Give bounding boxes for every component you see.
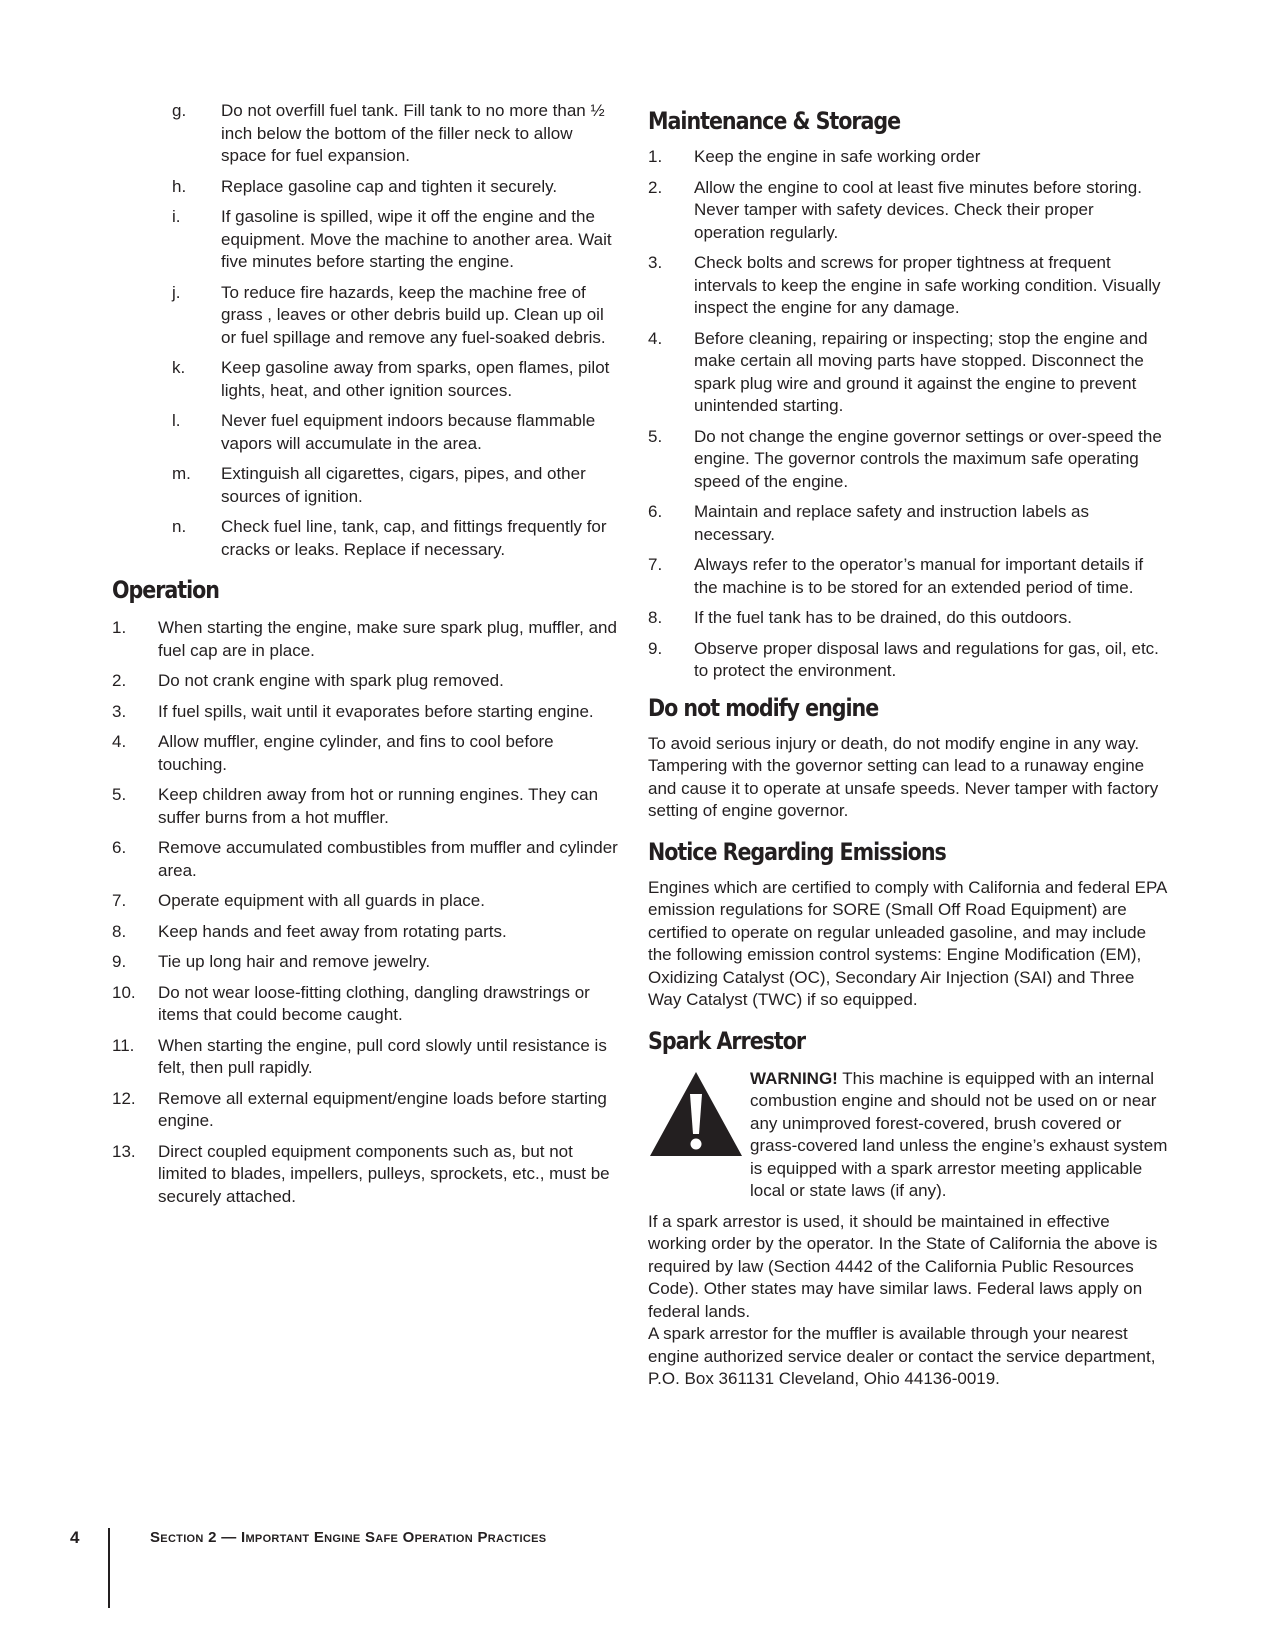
maintenance-list bbox=[648, 146, 1168, 683]
list-item bbox=[112, 784, 622, 829]
list-item-text: Allow muffler, engine cylinder, and fins to cool before touching. bbox=[158, 732, 554, 774]
list-marker: 3. bbox=[112, 701, 127, 721]
list-item-text: If the fuel tank has to be drained, do this outdoors. bbox=[694, 608, 1073, 627]
list-item bbox=[648, 177, 1168, 245]
operation-list bbox=[112, 617, 622, 1208]
list-item-text: When starting the engine, pull cord slowly until resistance is felt, then pull rapidly. bbox=[158, 1035, 607, 1077]
list-item-text: Maintain and replace safety and instruction labels as necessary. bbox=[694, 502, 1090, 544]
page-number: 4 bbox=[70, 1528, 80, 1547]
list-item bbox=[112, 617, 622, 662]
list-marker: 1. bbox=[112, 618, 127, 637]
list-item bbox=[112, 731, 622, 776]
warning-body: This machine is equipped with an internal combustion engine and should not be used on or near any unimproved forest-covered, brush covered or grass-covered land unless the engine’s exhaust system is equipped with a spark arrestor meeting applicable local or state laws (if any). bbox=[750, 1068, 1168, 1200]
list-item bbox=[112, 837, 622, 882]
list-item-text: Never fuel equipment indoors because flammable vapors will accumulate in the area. bbox=[221, 411, 596, 453]
list-marker: 13. bbox=[112, 1141, 136, 1161]
list-item bbox=[172, 206, 622, 274]
list-marker: 2. bbox=[112, 671, 127, 690]
fuel-safety-list bbox=[172, 100, 622, 561]
list-item bbox=[112, 701, 622, 724]
list-marker: 6. bbox=[112, 838, 127, 857]
left-column bbox=[112, 100, 622, 1216]
modify-engine-text: To avoid serious injury or death, do not modify engine in any way. Tampering with the governor setting can lead to a runaway engine and cause it to operate at unsafe speeds. Never tamper with factory setting of engine governor. bbox=[648, 733, 1159, 820]
list-item bbox=[648, 146, 1168, 169]
list-item bbox=[648, 426, 1168, 494]
list-item-text: If fuel spills, wait until it evaporates before starting engine. bbox=[158, 701, 594, 721]
list-item-text: Allow the engine to cool at least five minutes before storing. Never tamper with safety devices. Check their proper operation regularly. bbox=[694, 177, 1142, 242]
list-item bbox=[112, 982, 622, 1027]
list-item-text: Tie up long hair and remove jewelry. bbox=[158, 952, 431, 971]
list-marker: 5. bbox=[648, 426, 663, 446]
list-item-text: Operate equipment with all guards in place. bbox=[158, 891, 485, 910]
list-marker: n. bbox=[172, 517, 187, 536]
spark-arrestor-service-paragraph: A spark arrestor for the muffler is available through your nearest engine authorized service dealer or contact the service department, P.O. Box 361131 Cleveland, Ohio 44136-0019. bbox=[648, 1324, 1156, 1388]
list-item bbox=[648, 638, 1168, 683]
list-item bbox=[112, 1088, 622, 1133]
warning-label: WARNING! bbox=[750, 1068, 838, 1088]
list-item bbox=[648, 554, 1168, 599]
list-marker: 9. bbox=[112, 952, 127, 971]
emissions-text: Engines which are certified to comply with California and federal EPA emission regulations for SORE (Small Off Road Equipment) are certified to operate on regular unleaded gasoline, and may include the following emission control systems: Engine Modification (EM), Oxidizing Catalyst (OC), Secondary Air Injection (SAI) and Three Way Catalyst (TWC) if so equipped. bbox=[648, 877, 1167, 1009]
list-item bbox=[112, 951, 622, 974]
list-item-text: Before cleaning, repairing or inspecting; stop the engine and make certain all moving parts have stopped. Disconnect the spark plug wire and ground it against the engine to prevent unintended starting. bbox=[694, 328, 1148, 415]
list-item-text: Do not overfill fuel tank. Fill tank to no more than ½ inch below the bottom of the filler neck to allow space for fuel expansion. bbox=[221, 101, 605, 165]
list-item bbox=[172, 410, 622, 455]
list-marker: 11. bbox=[112, 1035, 135, 1055]
list-item bbox=[172, 176, 622, 199]
warning-text bbox=[750, 1068, 1168, 1203]
list-marker: 9. bbox=[648, 638, 663, 658]
list-item-text: When starting the engine, make sure spark plug, muffler, and fuel cap are in place. bbox=[158, 618, 617, 660]
list-item bbox=[172, 100, 622, 168]
list-item bbox=[112, 921, 622, 944]
list-item-text: Keep hands and feet away from rotating parts. bbox=[158, 921, 507, 941]
list-item bbox=[172, 516, 622, 561]
list-item-text: Keep gasoline away from sparks, open flames, pilot lights, heat, and other ignition sources. bbox=[221, 358, 610, 400]
list-item-text: Do not crank engine with spark plug removed. bbox=[158, 671, 504, 690]
list-marker: 8. bbox=[648, 608, 663, 627]
list-item-text: Extinguish all cigarettes, cigars, pipes, and other sources of ignition. bbox=[221, 464, 586, 506]
footer-divider bbox=[108, 1528, 110, 1608]
list-item bbox=[648, 328, 1168, 418]
page-footer bbox=[70, 1528, 770, 1608]
list-marker: 12. bbox=[112, 1088, 136, 1108]
spark-arrestor-paragraph: If a spark arrestor is used, it should be maintained in effective working order by the operator. In the State of California the above is required by law (Section 4442 of the California Public Resources Code). Other states may have similar laws. Federal laws apply on federal lands. bbox=[648, 1211, 1158, 1321]
list-item bbox=[172, 463, 622, 508]
list-item-text: Do not change the engine governor settings or over-speed the engine. The governor controls the maximum safe operating speed of the engine. bbox=[694, 426, 1162, 491]
list-marker: i. bbox=[172, 207, 181, 226]
list-marker: 4. bbox=[112, 732, 127, 751]
list-item bbox=[648, 252, 1168, 320]
list-marker: k. bbox=[172, 358, 186, 377]
list-marker: 8. bbox=[112, 921, 127, 941]
list-marker: 4. bbox=[648, 328, 663, 348]
list-marker: 3. bbox=[648, 253, 663, 272]
list-marker: 10. bbox=[112, 982, 136, 1002]
list-item-text: Remove all external equipment/engine loads before starting engine. bbox=[158, 1088, 607, 1130]
list-item bbox=[112, 890, 622, 913]
list-marker: 1. bbox=[648, 147, 663, 166]
list-item bbox=[172, 282, 622, 350]
list-item bbox=[172, 357, 622, 402]
list-item bbox=[648, 501, 1168, 546]
list-marker: 6. bbox=[648, 502, 663, 521]
list-marker: l. bbox=[172, 411, 181, 430]
list-marker: m. bbox=[172, 464, 191, 483]
list-marker: 7. bbox=[112, 891, 127, 910]
list-item-text: Do not wear loose-fitting clothing, dangling drawstrings or items that could become caught. bbox=[158, 982, 590, 1024]
list-item-text: Replace gasoline cap and tighten it securely. bbox=[221, 176, 558, 196]
right-column bbox=[648, 100, 1168, 1391]
list-marker: 7. bbox=[648, 555, 663, 574]
list-item-text: To reduce fire hazards, keep the machine free of grass , leaves or other debris build up. Clean up oil or fuel spillage and remove any fuel-soaked debris. bbox=[221, 282, 606, 347]
list-item-text: Remove accumulated combustibles from muffler and cylinder area. bbox=[158, 838, 618, 880]
list-marker: 2. bbox=[648, 177, 663, 197]
section-title: Section 2 — Important Engine Safe Operation Practices bbox=[150, 1529, 547, 1546]
list-item bbox=[112, 1035, 622, 1080]
list-item-text: Check fuel line, tank, cap, and fittings frequently for cracks or leaks. Replace if necessary. bbox=[221, 517, 607, 559]
list-item bbox=[112, 1141, 622, 1209]
modify-engine-heading: Do not modify engine bbox=[648, 693, 879, 722]
list-item-text: Keep the engine in safe working order bbox=[694, 147, 981, 166]
list-item bbox=[648, 607, 1168, 630]
list-marker: j. bbox=[172, 282, 181, 302]
emissions-heading: Notice Regarding Emissions bbox=[648, 837, 946, 866]
list-item-text: Always refer to the operator’s manual for important details if the machine is to be stored for an extended period of time. bbox=[694, 555, 1144, 597]
list-marker: h. bbox=[172, 176, 187, 196]
list-item-text: Keep children away from hot or running engines. They can suffer burns from a hot muffler. bbox=[158, 785, 599, 827]
spark-arrestor-heading: Spark Arrestor bbox=[648, 1026, 806, 1055]
list-item-text: If gasoline is spilled, wipe it off the engine and the equipment. Move the machine to another area. Wait five minutes before starting the engine. bbox=[221, 207, 612, 271]
warning-block bbox=[648, 1068, 1168, 1203]
list-item-text: Direct coupled equipment components such as, but not limited to blades, impellers, pulleys, sprockets, etc., must be securely attached. bbox=[158, 1141, 610, 1206]
list-marker: g. bbox=[172, 101, 187, 120]
maintenance-heading: Maintenance & Storage bbox=[648, 107, 901, 135]
warning-triangle-icon bbox=[648, 1070, 744, 1160]
list-marker: 5. bbox=[112, 785, 127, 804]
operation-heading: Operation bbox=[112, 576, 219, 604]
list-item-text: Observe proper disposal laws and regulations for gas, oil, etc. to protect the environment. bbox=[694, 638, 1159, 680]
list-item-text: Check bolts and screws for proper tightness at frequent intervals to keep the engine in safe working condition. Visually inspect the engine for any damage. bbox=[694, 253, 1161, 317]
list-item bbox=[112, 670, 622, 693]
